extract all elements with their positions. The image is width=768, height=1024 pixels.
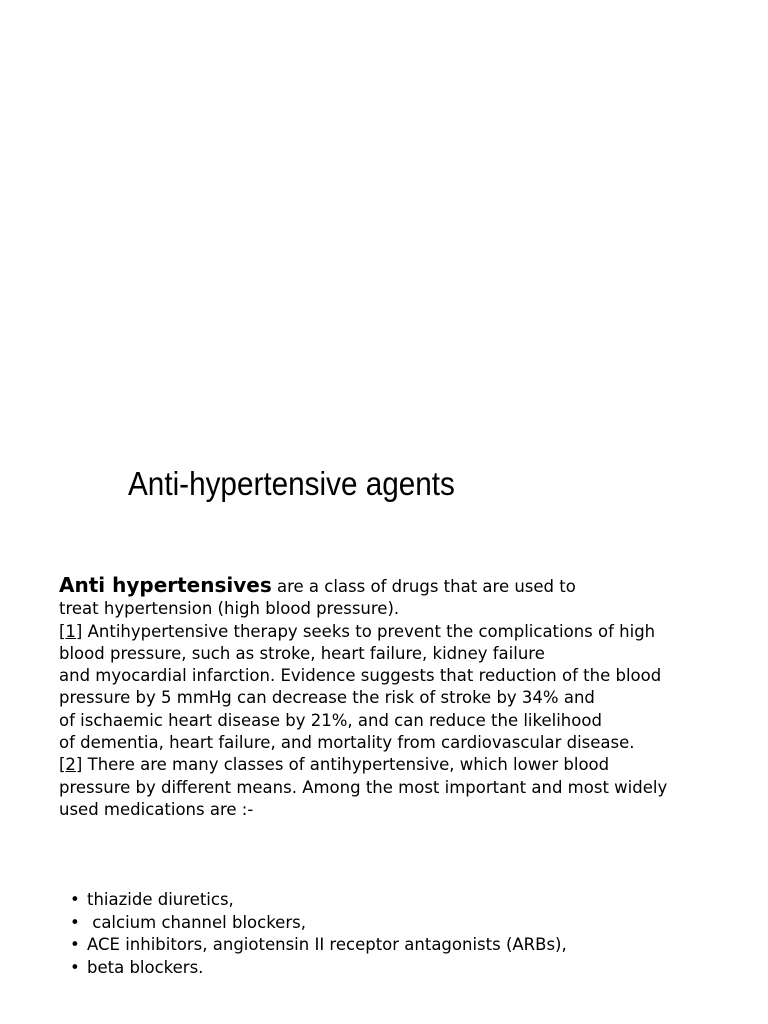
list-item (70, 912, 567, 935)
text-line: of ischaemic heart disease by 21%, and can reduce the likelihood (59, 710, 602, 730)
lead-term: Anti hypertensives (59, 573, 272, 597)
text-line: blood pressure, such as stroke, heart failure, kidney failure (59, 643, 545, 663)
text-line (59, 574, 719, 598)
list-item-text: calcium channel blockers, (87, 912, 306, 932)
text-line (59, 754, 719, 776)
text-run: There are many classes of antihypertensive, which lower blood (82, 755, 610, 775)
text-line: used medications are :- (59, 799, 254, 819)
bullet-icon: • (70, 957, 80, 977)
text-line: treat hypertension (high blood pressure). (59, 599, 400, 619)
text-line: of dementia, heart failure, and mortality from cardiovascular disease. (59, 733, 635, 753)
bullet-icon: • (70, 912, 80, 932)
list-item-text: beta blockers. (87, 957, 204, 977)
bullet-icon: • (70, 935, 80, 954)
text-line: and myocardial infarction. Evidence suggests that reduction of the blood (59, 666, 662, 686)
list-item (70, 889, 567, 912)
list-item-text: thiazide diuretics, (87, 890, 234, 909)
text-line: pressure by 5 mmHg can decrease the risk of stroke by 34% and (59, 688, 595, 708)
reference-link-2[interactable]: [2] (59, 755, 83, 775)
intro-paragraph (59, 574, 719, 821)
list-item (70, 934, 567, 957)
slide-title: Anti-hypertensive agents (128, 465, 455, 502)
text-run: are a class of drugs that are used to (271, 577, 576, 596)
reference-link-1[interactable]: [1] (59, 621, 83, 641)
text-line: pressure by different means. Among the most important and most widely (59, 777, 668, 797)
medication-class-list (70, 889, 567, 979)
list-item-text: ACE inhibitors, angiotensin II receptor antagonists (ARBs), (87, 935, 567, 954)
text-run: Antihypertensive therapy seeks to prevent the complications of high (82, 621, 656, 641)
list-item (70, 957, 567, 980)
bullet-icon: • (70, 890, 80, 909)
text-line (59, 621, 719, 643)
